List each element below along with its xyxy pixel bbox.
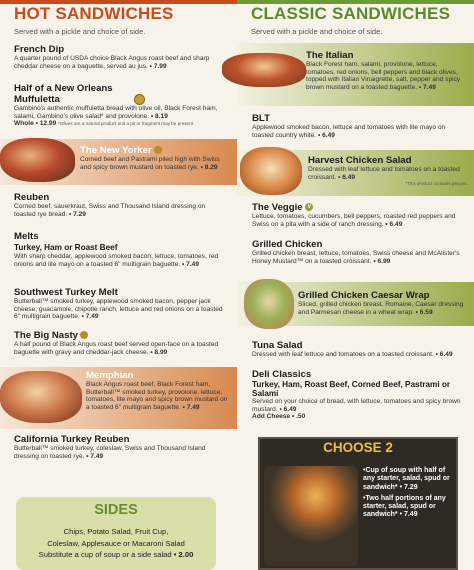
menu-item-italian: [306, 50, 466, 91]
menu-item-reuben: [14, 192, 224, 218]
choose-two-options: [363, 467, 455, 520]
item-desc: Dressed with leaf lettuce and tomatoes on a toasted croissant.: [308, 166, 460, 181]
memphian-sandwich-image: [0, 371, 82, 423]
item-price: • 7.49: [418, 83, 436, 91]
menu-item-deli-classics: [252, 369, 467, 421]
hot-sandwiches-title: HOT SANDWICHES: [14, 4, 174, 23]
item-price: • 6.49: [385, 220, 403, 228]
menu-item-veggie: [252, 202, 467, 228]
menu-item-french-dip: [14, 44, 224, 70]
item-price: • 6.49: [279, 405, 297, 413]
item-desc: Sliced, grilled chicken breast, Romaine, Caesar dressing and Parmesan cheese in a wheat wrap.: [298, 301, 464, 316]
item-subname: Turkey, Ham, Roast Beef, Corned Beef, Pastrami or Salami: [252, 380, 451, 398]
item-price: • 7.49: [86, 452, 104, 460]
menu-item-southwest-turkey-melt: [14, 287, 224, 321]
choose-option-two-halves: •Two half portions of any starter, salad, spud or sandwich*: [363, 494, 446, 519]
sides-substitute: Substitute a cup of soup or a side salad: [38, 550, 172, 559]
item-desc: Grilled chicken breast, lettuce, tomatoes, Swiss cheese and McAlister's Honey Mustard™ on a toasted croissant.: [252, 250, 460, 265]
item-price: • 8.99: [150, 348, 168, 356]
menu-item-grilled-chicken-caesar-wrap: [298, 290, 468, 316]
item-price: • 7.49: [182, 260, 200, 268]
hot-sandwiches-column: [0, 0, 237, 36]
item-whole-price: Whole • 12.99: [14, 120, 57, 128]
medal-badge-icon: [80, 331, 88, 339]
item-price: • 6.49: [318, 131, 335, 139]
soup-and-sandwich-image: [264, 466, 358, 566]
new-yorker-sandwich-image: [0, 138, 75, 182]
item-note: *Olives are a natural product and a pit or fragment may be present.: [58, 121, 195, 127]
choose-option-two-halves-price: • 7.49: [399, 511, 418, 519]
item-price: • 8.29: [200, 163, 218, 171]
item-name: Melts: [14, 231, 39, 242]
item-name: Harvest Chicken Salad: [308, 155, 412, 166]
item-desc: A quarter pound of USDA choice Black Angus roast beef and sharp cheddar cheese on a baguette, served au jus.: [14, 55, 210, 70]
sides-substitute-price: • 2.00: [173, 550, 194, 559]
item-name: Memphian: [86, 370, 134, 381]
item-price: • 7.29: [69, 210, 86, 218]
item-price: • 6.49: [435, 351, 453, 358]
item-desc: Corned beef and Pastrami piled high with Swiss and spicy brown mustard on toasted rye.: [80, 156, 220, 171]
medal-badge-icon: [134, 94, 145, 105]
item-desc: Lettuce, tomatoes, cucumbers, bell peppers, roasted red peppers and Swiss on a pita with a side of ranch dressing.: [252, 213, 456, 228]
sides-line: Coleslaw, Applesauce or Macaroni Salad: [47, 538, 185, 548]
menu-item-tuna-salad: [252, 340, 467, 359]
item-desc: Corned beef, sauerkraut, Swiss and Thousand Island dressing on toasted rye bread.: [14, 203, 206, 218]
menu-item-new-yorker: [80, 145, 230, 171]
item-desc: Butterball™ smoked turkey, applewood smoked bacon, pepper jack cheese, guacamole, chipotle ranch, lettuce and red onions on a toasted 6" multigrain baguette.: [14, 298, 223, 321]
menu-item-california-turkey-reuben: [14, 434, 224, 460]
item-add-cheese: Add Cheese • .50: [252, 413, 306, 421]
item-price: • 6.99: [373, 257, 391, 265]
item-desc: Dressed with leaf lettuce and tomatoes on a toasted croissant.: [252, 351, 434, 358]
choose-option-soup-price: • 7.29: [399, 483, 418, 491]
sides-line: Chips, Potato Salad, Fruit Cup,: [63, 527, 169, 536]
medal-badge-icon: [154, 146, 162, 154]
item-desc: Served on your choice of bread, with lettuce, tomatoes and spicy brown mustard.: [252, 398, 461, 413]
menu-item-harvest-chicken-salad: [308, 155, 468, 187]
item-desc: With sharp cheddar, applewood smoked bacon, lettuce, tomatoes, red onions and lite mayo on a toasted 6" multigrain baguette.: [14, 253, 219, 268]
item-price: • 7.99: [149, 62, 167, 70]
item-price: • 8.19: [150, 112, 168, 120]
hot-sandwiches-subtitle: Served with a pickle and choice of side.: [14, 27, 146, 36]
item-name: California Turkey Reuben: [14, 434, 130, 445]
caesar-wrap-image: [244, 279, 294, 329]
item-desc: A half pound of Black Angus roast beef served open-face on a toasted baguette with gravy and cheddar-jack cheese.: [14, 341, 219, 356]
item-desc: Applewood smoked bacon, lettuce and tomatoes with lite mayo on toasted country white.: [252, 124, 446, 139]
item-price: • 7.49: [81, 313, 99, 321]
item-name: Reuben: [14, 192, 50, 203]
item-name: French Dip: [14, 44, 65, 55]
item-name: The Big Nasty: [14, 330, 78, 341]
menu-item-memphian: [86, 370, 232, 411]
vegetarian-icon: V: [305, 203, 313, 211]
sides-title: SIDES: [94, 502, 138, 518]
classic-sandwiches-subtitle: Served with a pickle and choice of side.: [251, 27, 383, 36]
item-name: The Italian: [306, 50, 354, 61]
item-desc: Black Angus roast beef, Black Forest ham, Butterball™ smoked turkey, provolone, lettuce, tomatoes, lite mayo and spicy brown mustard on a toasted 6" multigrain baguette.: [86, 381, 228, 411]
item-price: • 6.49: [338, 173, 356, 181]
item-name: Tuna Salad: [252, 340, 303, 351]
item-name: Half of a New Orleans Muffuletta: [14, 83, 113, 105]
item-desc: Black Forest ham, salami, provolone, lettuce, tomatoes, red onions, bell peppers and black olives, topped with Italian Vinaigrette, salt, pepper and spicy brown mustard on a toasted baguette.: [306, 61, 461, 91]
choose-two-title: CHOOSE 2: [323, 440, 393, 455]
item-name: Grilled Chicken Caesar Wrap: [298, 290, 430, 301]
menu-item-big-nasty: [14, 330, 224, 356]
item-name: The New Yorker: [80, 145, 152, 156]
item-price: • 7.49: [182, 403, 200, 411]
italian-sandwich-image: [222, 53, 306, 87]
choose-option-soup: •Cup of soup with half of any starter, salad, spud or sandwich*: [363, 467, 450, 491]
menu-item-blt: [252, 113, 467, 139]
item-note: *This product contains pecans.: [405, 181, 468, 187]
sides-list: [16, 526, 216, 561]
item-name: BLT: [252, 113, 270, 124]
item-price: • 6.59: [415, 308, 433, 316]
item-name: Southwest Turkey Melt: [14, 287, 118, 298]
item-name: Grilled Chicken: [252, 239, 323, 250]
item-desc: Butterball™ smoked turkey, coleslaw, Swiss and Thousand Island dressing on toasted rye.: [14, 445, 206, 460]
item-name: Deli Classics: [252, 369, 312, 380]
item-name: The Veggie: [252, 202, 303, 213]
classic-sandwiches-title: CLASSIC SANDWICHES: [251, 4, 451, 23]
menu-item-muffuletta: [14, 83, 224, 128]
menu-item-grilled-chicken: [252, 239, 467, 265]
item-desc: Gambino's authentic muffuletta bread with olive oil, Black Forest ham, salami, Gambino's olive salad* and provolone.: [14, 105, 218, 120]
menu-item-melts: [14, 231, 224, 268]
item-subname: Turkey, Ham or Roast Beef: [14, 243, 118, 252]
harvest-chicken-sandwich-image: [240, 147, 302, 195]
classic-sandwiches-column: [237, 0, 474, 36]
